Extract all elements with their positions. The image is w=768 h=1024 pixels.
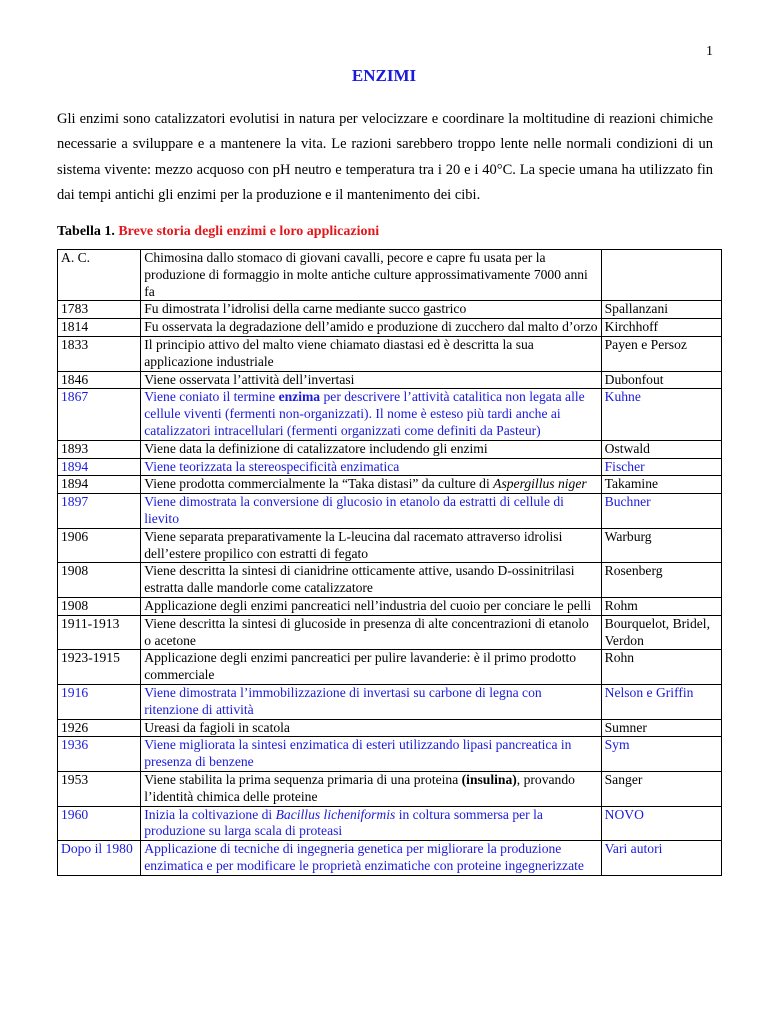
description-text: Inizia la coltivazione di <box>144 806 276 822</box>
description-cell: Viene dimostrata l’immobilizzazione di invertasi su carbone di legna con ritenzione di attività <box>141 684 601 719</box>
author-cell: NOVO <box>601 806 721 841</box>
year-cell: 1906 <box>58 528 141 563</box>
table-row <box>58 841 722 876</box>
description-cell: Viene separata preparativamente la L-leucina dal racemato attraverso idrolisi dell’estere propilico con estratti di fegato <box>141 528 601 563</box>
author-cell: Rosenberg <box>601 563 721 598</box>
year-cell: 1916 <box>58 684 141 719</box>
description-cell <box>141 806 601 841</box>
description-text: Viene prodotta commercialmente la “Taka distasi” da culture di <box>144 476 494 492</box>
intro-paragraph: Gli enzimi sono catalizzatori evolutisi in natura per velocizzare e coordinare la moltitudine di reazioni chimiche necessarie a sviluppare e a mantenere la vita. Le razioni sarebbero troppo lente nelle normali condizioni di un sistema vivente: mezzo acquoso con pH neutro e temperatura tra i 20 e i 40°C. La specie umana ha utilizzato fin dai tempi antichi gli enzimi per la produzione e il mantenimento dei cibi. <box>57 110 713 203</box>
description-text: per descrivere l’attività catalitica non legata alle cellule viventi (fermenti non-organizzati). Il nome è esteso più tardi anche ai catalizzatori intracellulari (fermenti organizzati come definiti da Pasteur) <box>144 389 585 438</box>
year-cell: 1926 <box>58 719 141 737</box>
year-cell: A. C. <box>58 250 141 301</box>
table-row <box>58 563 722 598</box>
description-cell: Applicazione degli enzimi pancreatici nell’industria del cuoio per conciare le pelli <box>141 597 601 615</box>
description-cell: Viene data la definizione di catalizzatore includendo gli enzimi <box>141 440 601 458</box>
year-cell: 1846 <box>58 371 141 389</box>
table-row <box>58 528 722 563</box>
page-number: 1 <box>706 44 713 59</box>
author-cell: Warburg <box>601 528 721 563</box>
description-cell <box>141 771 601 806</box>
table-row <box>58 458 722 476</box>
table-row <box>58 684 722 719</box>
description-text: in coltura sommersa per la produzione su larga scala di proteasi <box>144 806 543 839</box>
description-cell <box>141 476 601 494</box>
table-row <box>58 250 722 301</box>
table-row <box>58 494 722 529</box>
description-cell: Viene descritta la sintesi di glucoside in presenza di alte concentrazioni di etanolo o acetone <box>141 615 601 650</box>
table-row <box>58 476 722 494</box>
author-cell: Kirchhoff <box>601 319 721 337</box>
table-row <box>58 319 722 337</box>
year-cell: 1953 <box>58 771 141 806</box>
author-cell: Sym <box>601 737 721 772</box>
page-title: ENZIMI <box>351 66 417 85</box>
description-cell: Viene teorizzata la stereospecificità enzimatica <box>141 458 601 476</box>
description-text: Viene stabilita la prima sequenza primaria di una proteina <box>144 771 462 787</box>
enzyme-history-table <box>57 249 722 876</box>
author-cell: Dubonfout <box>601 371 721 389</box>
year-cell: 1833 <box>58 336 141 371</box>
table-row <box>58 336 722 371</box>
year-cell: 1908 <box>58 563 141 598</box>
year-cell: 1783 <box>58 301 141 319</box>
author-cell: Nelson e Griffin <box>601 684 721 719</box>
table-row <box>58 615 722 650</box>
table-row <box>58 301 722 319</box>
author-cell: Kuhne <box>601 389 721 440</box>
year-cell: 1936 <box>58 737 141 772</box>
author-cell <box>601 250 721 301</box>
description-bold-text: enzima <box>278 389 321 405</box>
year-cell: 1923-1915 <box>58 650 141 685</box>
author-cell: Buchner <box>601 494 721 529</box>
description-text: , provando l’identità chimica delle proteine <box>144 771 575 804</box>
description-cell: Applicazione di tecniche di ingegneria genetica per migliorare la produzione enzimatica e per modificare le proprietà enzimatiche con proteine ingegnerizzate <box>141 841 601 876</box>
author-cell: Rohm <box>601 597 721 615</box>
author-cell: Takamine <box>601 476 721 494</box>
description-cell: Chimosina dallo stomaco di giovani cavalli, pecore e capre fu usata per la produzione di formaggio in molte antiche culture approssimativamente 7000 anni fa <box>141 250 601 301</box>
table-row <box>58 650 722 685</box>
table-row <box>58 597 722 615</box>
table-row <box>58 737 722 772</box>
year-cell: 1911-1913 <box>58 615 141 650</box>
author-cell: Rohn <box>601 650 721 685</box>
author-cell: Fischer <box>601 458 721 476</box>
table-row <box>58 440 722 458</box>
description-italic-text: Aspergillus niger <box>493 476 587 492</box>
description-text: Viene coniato il termine <box>144 389 279 405</box>
description-italic-text: Bacillus licheniformis <box>275 806 396 822</box>
year-cell: 1894 <box>58 458 141 476</box>
table-caption <box>57 224 379 240</box>
description-cell: Viene dimostrata la conversione di glucosio in etanolo da estratti di cellule di lievito <box>141 494 601 529</box>
description-bold-text: (insulina) <box>461 771 517 787</box>
caption-title: Breve storia degli enzimi e loro applicazioni <box>118 224 380 239</box>
year-cell: 1814 <box>58 319 141 337</box>
description-cell: Viene osservata l’attività dell’invertasi <box>141 371 601 389</box>
description-cell: Viene descritta la sintesi di cianidrine otticamente attive, usando D-ossinitrilasi estratta dalle mandorle come catalizzatore <box>141 563 601 598</box>
description-cell <box>141 389 601 440</box>
table-row <box>58 371 722 389</box>
year-cell: 1908 <box>58 597 141 615</box>
author-cell: Vari autori <box>601 841 721 876</box>
table-row <box>58 389 722 440</box>
author-cell: Spallanzani <box>601 301 721 319</box>
description-cell: Il principio attivo del malto viene chiamato diastasi ed è descritta la sua applicazione industriale <box>141 336 601 371</box>
author-cell: Ostwald <box>601 440 721 458</box>
author-cell: Bourquelot, Bridel, Verdon <box>601 615 721 650</box>
description-cell: Fu dimostrata l’idrolisi della carne mediante succo gastrico <box>141 301 601 319</box>
author-cell: Payen e Persoz <box>601 336 721 371</box>
year-cell: 1893 <box>58 440 141 458</box>
year-cell: 1867 <box>58 389 141 440</box>
description-cell: Ureasi da fagioli in scatola <box>141 719 601 737</box>
author-cell: Sumner <box>601 719 721 737</box>
year-cell: 1960 <box>58 806 141 841</box>
table-row <box>58 771 722 806</box>
description-cell: Viene migliorata la sintesi enzimatica di esteri utilizzando lipasi pancreatica in presenza di benzene <box>141 737 601 772</box>
description-cell: Applicazione degli enzimi pancreatici per pulire lavanderie: è il primo prodotto commerciale <box>141 650 601 685</box>
caption-label: Tabella 1. <box>57 224 115 239</box>
table-row <box>58 806 722 841</box>
year-cell: Dopo il 1980 <box>58 841 141 876</box>
year-cell: 1894 <box>58 476 141 494</box>
author-cell: Sanger <box>601 771 721 806</box>
description-cell: Fu osservata la degradazione dell’amido e produzione di zucchero dal malto d’orzo <box>141 319 601 337</box>
year-cell: 1897 <box>58 494 141 529</box>
table-row <box>58 719 722 737</box>
